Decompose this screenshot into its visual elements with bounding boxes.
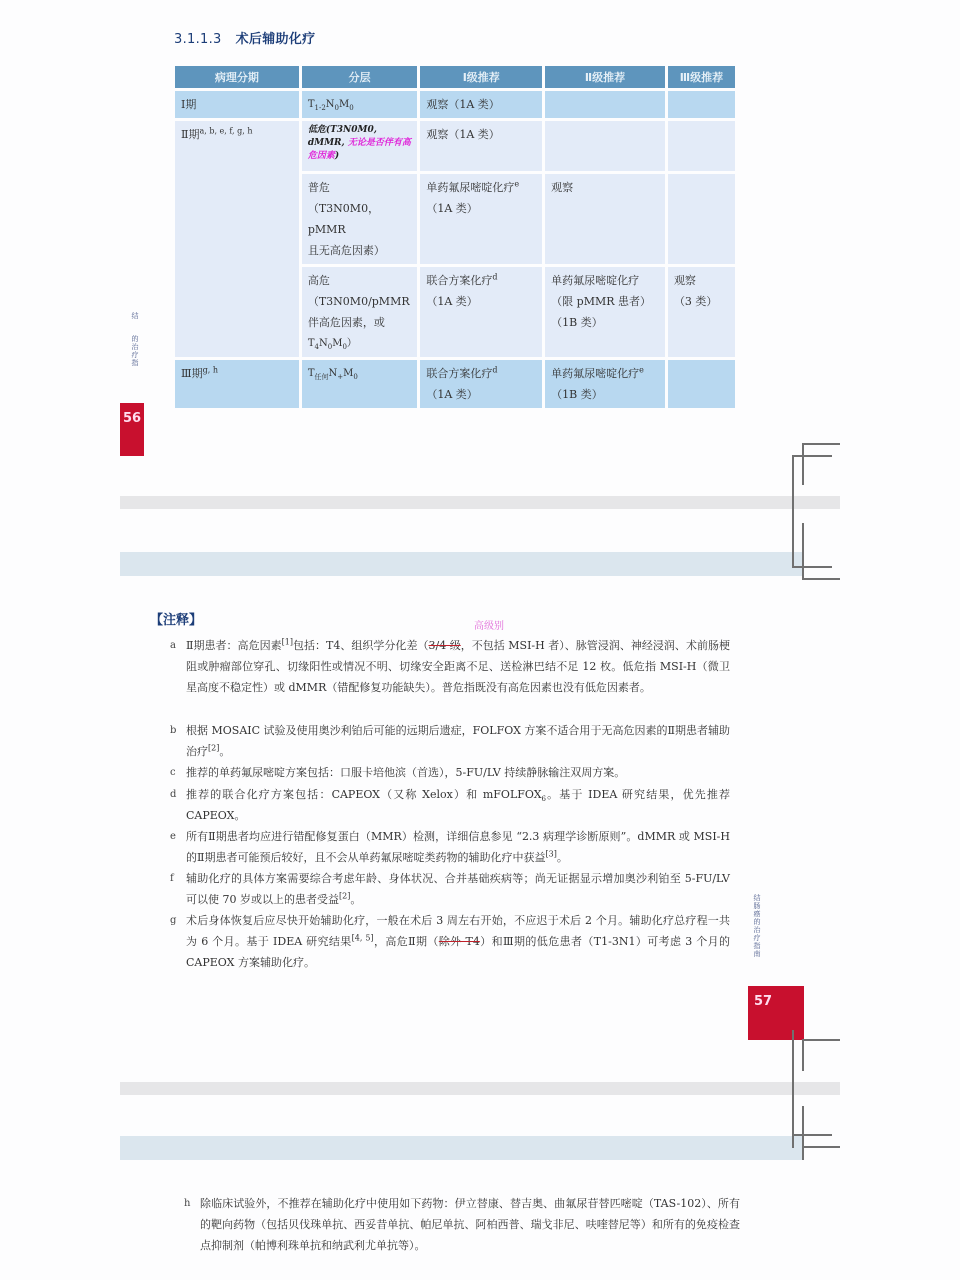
crop-mark: [792, 455, 794, 567]
page-number-tab-57: 57: [748, 986, 804, 1040]
note-a: a Ⅱ期患者：高危因素[1]包括：T4、组织学分化差（3/4 级，不包括 MSI-H 者）、脉管浸润、神经浸润、术前肠梗阻或肿瘤部位穿孔、切缘阳性或情况不明、切缘安全距离不足、送检淋巴结不足 12 枚。低危指 MSI-H（微卫星高度不稳定性）或 dMMR（错配修复功能缺失）。普危指既没有高危因素也没有低危因素者。: [170, 637, 730, 694]
crop-mark: [802, 578, 840, 580]
crop-mark: [802, 443, 840, 445]
cell-strat: $T_{1-2}N_0M_0$: [302, 91, 418, 118]
note-c: c 推荐的单药氟尿嘧啶方案包括：口服卡培他滨（首选），5-FU/LV 持续静脉输注双周方案。: [170, 766, 626, 779]
crop-mark: [802, 1146, 840, 1148]
section-title-text: 术后辅助化疗: [235, 32, 316, 47]
cell-level3: [668, 360, 735, 408]
cell-strat-low-risk: 低危(T3N0M0, dMMR, 无论是否伴有高危因素): [302, 121, 418, 171]
note-d: d 推荐的联合化疗方案包括：CAPEOX（又称 Xelox）和 mFOLFOX$_6$。基于 IDEA 研究结果，优先推荐 CAPEOX。: [170, 788, 730, 822]
section-title: [174, 28, 315, 47]
crop-mark: [792, 1134, 832, 1136]
crop-mark: [792, 566, 832, 568]
cell-level3: [668, 121, 735, 171]
table-header-row: [175, 66, 735, 88]
highlighted-annotation: 无论是否伴有高危因素: [307, 138, 411, 161]
header-stratification: 分层: [302, 66, 418, 88]
cell-strat-average-risk: 普危 （T3N0M0，pMMR 且无高危因素）: [302, 174, 418, 264]
cell-level1: 联合方案化疗$^d$ （1A 类）: [420, 360, 542, 408]
table-row-stage1: [175, 91, 735, 118]
note-f: f 辅助化疗的具体方案需要综合考虑年龄、身体状况、合并基础疾病等；尚无证据显示增加奥沙利铂至 5-FU/LV 可以使 70 岁或以上的患者受益[2]。: [170, 872, 730, 906]
cell-stage: Ⅱ期$^{a, b, e, f, g, h}$: [175, 121, 299, 357]
crop-mark: [802, 443, 804, 485]
table-row-stage2-low: [175, 121, 735, 171]
page-number-tab-56: 56: [120, 403, 144, 456]
header-level2: Ⅱ级推荐: [545, 66, 665, 88]
struck-text: 除外 T4: [438, 935, 480, 948]
page-footer-band: [120, 552, 804, 576]
crop-mark: [802, 1106, 804, 1160]
header-level1: Ⅰ级推荐: [420, 66, 542, 88]
note-b: b 根据 MOSAIC 试验及使用奥沙利铂后可能的远期后遗症，FOLFOX 方案不适合用于无高危因素的Ⅱ期患者辅助治疗[2]。: [170, 724, 730, 758]
cell-level2: 观察: [545, 174, 665, 264]
cell-level2: 单药氟尿嘧啶化疗 （限 pMMR 患者） （1B 类）: [545, 267, 665, 357]
note-g: g 术后身体恢复后应尽快开始辅助化疗，一般在术后 3 周左右开始，不应迟于术后 2 个月。辅助化疗总疗程一共为 6 个月。基于 IDEA 研究结果[4, 5]，高危Ⅱ期（除外 T4）和Ⅲ期的低危患者（T1-3N1）可考虑 3 个月的 CAPEOX 方案辅助化疗。: [170, 914, 730, 969]
crop-mark: [792, 455, 832, 457]
cell-level2: [545, 121, 665, 171]
adjuvant-chemo-table: [172, 63, 738, 411]
side-label: 结肠癌的治疗指南: [753, 894, 761, 958]
page-gutter-band: [120, 496, 840, 509]
note-e: e 所有Ⅱ期患者均应进行错配修复蛋白（MMR）检测，详细信息参见 “2.3 病理学诊断原则”。dMMR 或 MSI-H 的Ⅱ期患者可能预后较好，且不会从单药氟尿嘧啶类药物的辅助化疗中获益[3]。: [170, 830, 730, 864]
crop-mark: [802, 1039, 804, 1071]
cell-strat-high-risk: 高危 （T3N0M0/pMMR 伴高危因素，或 $T_4N_0M_0$）: [302, 267, 418, 357]
cell-level1: 观察（1A 类）: [420, 121, 542, 171]
struck-text: 3/4 级: [428, 639, 461, 652]
cell-stage: Ⅰ期: [175, 91, 299, 118]
header-level3: Ⅲ级推荐: [668, 66, 735, 88]
cell-level3: [668, 91, 735, 118]
cell-level2: [545, 91, 665, 118]
cell-strat: $T_{任何}N_+M_0$: [302, 360, 418, 408]
cell-level1: 单药氟尿嘧啶化疗$^e$ （1A 类）: [420, 174, 542, 264]
page-footer-band: [120, 1136, 804, 1160]
side-label-top: 结: [131, 312, 139, 320]
handwritten-annotation: 高级别: [474, 621, 504, 632]
cell-level3: 观察 （3 类）: [668, 267, 735, 357]
table-row-stage3: [175, 360, 735, 408]
header-stage: 病理分期: [175, 66, 299, 88]
page-gutter-band: [120, 1082, 840, 1095]
cell-level1: 观察（1A 类）: [420, 91, 542, 118]
cell-stage: Ⅲ期$^{g, h}$: [175, 360, 299, 408]
side-label-bottom: 的治疗指: [131, 335, 139, 367]
note-h: h 除临床试验外，不推荐在辅助化疗中使用如下药物：伊立替康、替吉奥、曲氟尿苷替匹嘧啶（TAS-102）、所有的靶向药物（包括贝伐珠单抗、西妥昔单抗、帕尼单抗、阿柏西普、瑞戈非尼、呋喹替尼等）和所有的免疫检查点抑制剂（帕博利珠单抗和纳武利尤单抗等）。: [184, 1197, 740, 1252]
cell-level2: 单药氟尿嘧啶化疗$^e$ （1B 类）: [545, 360, 665, 408]
cell-level1: 联合方案化疗$^d$ （1A 类）: [420, 267, 542, 357]
crop-mark: [792, 1030, 794, 1148]
crop-mark: [802, 1039, 840, 1041]
crop-mark: [802, 523, 804, 579]
section-number: 3.1.1.3: [174, 32, 222, 47]
notes-title: 【注释】: [150, 613, 203, 628]
cell-level3: [668, 174, 735, 264]
